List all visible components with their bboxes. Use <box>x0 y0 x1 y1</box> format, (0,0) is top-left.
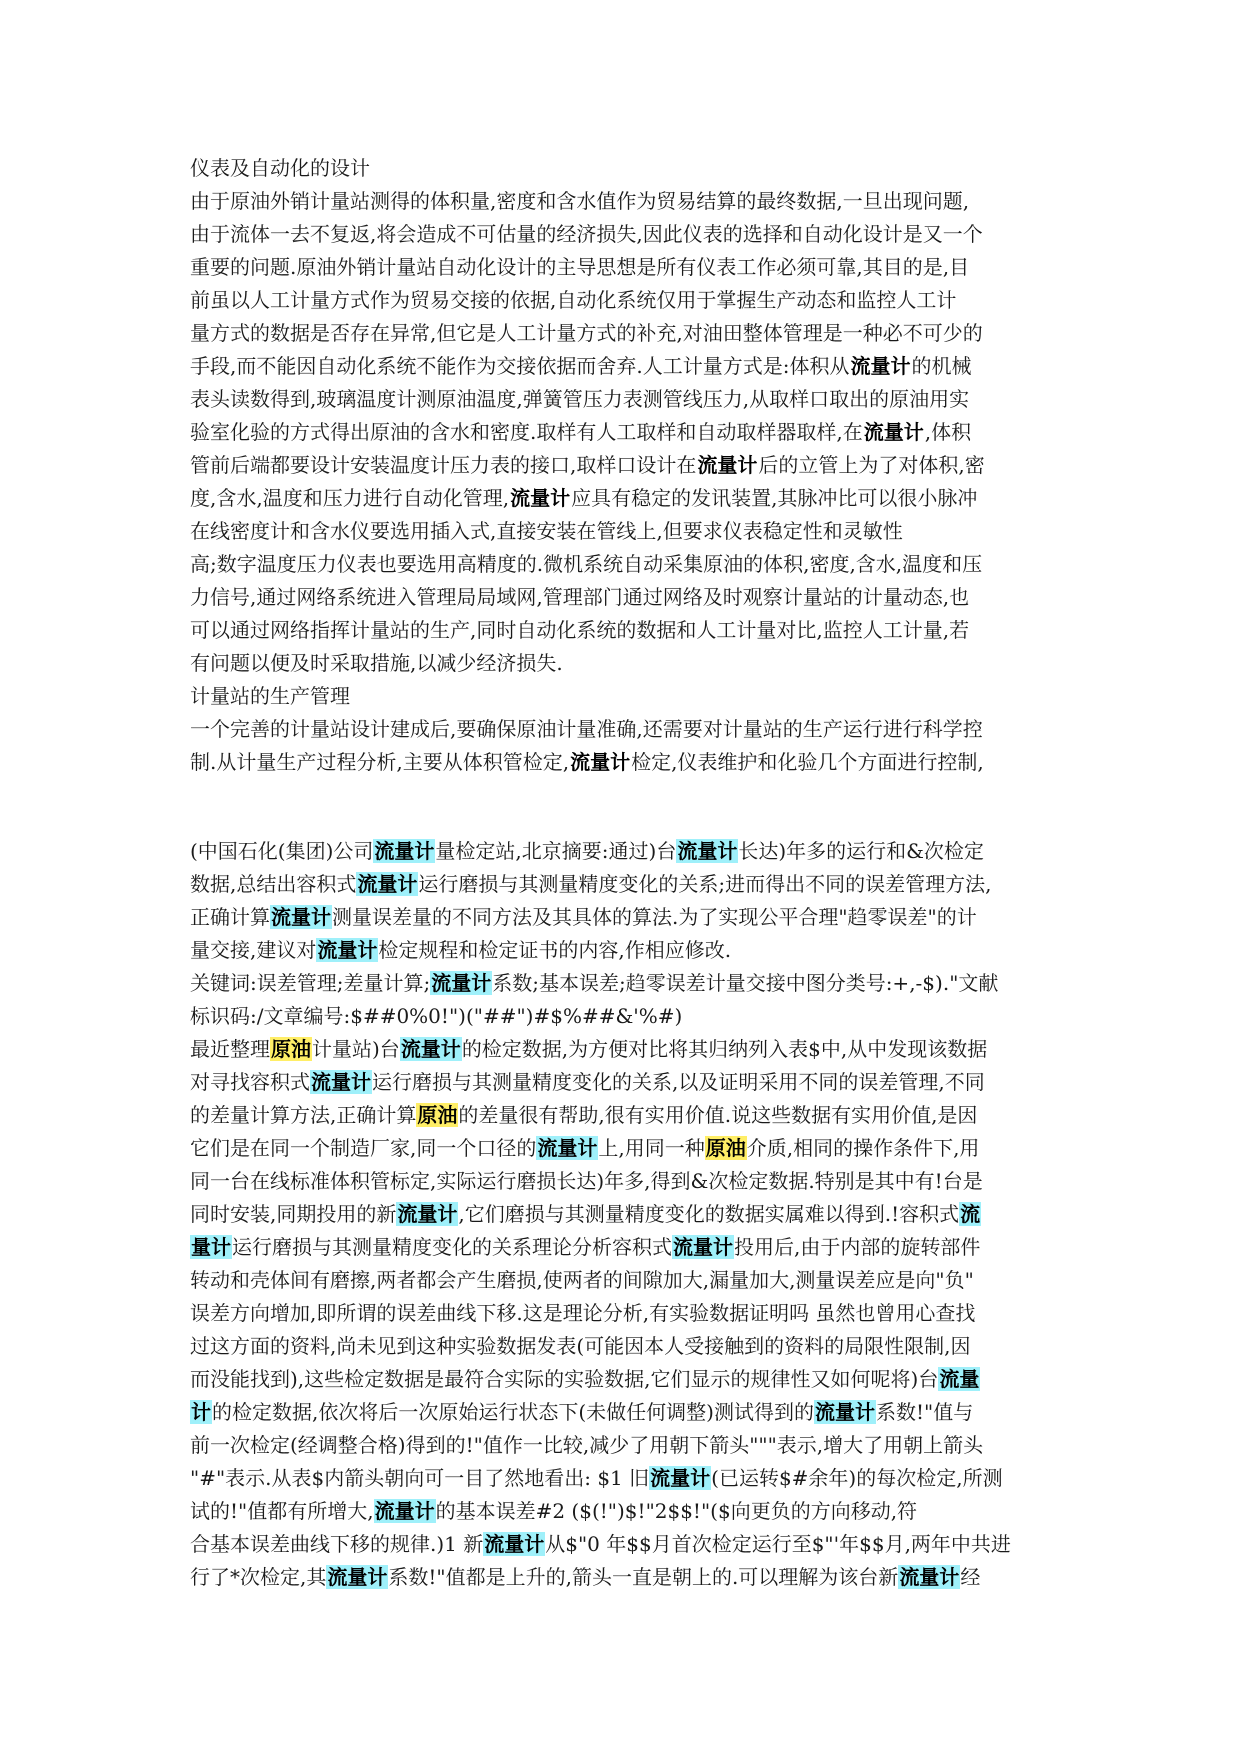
text-line <box>190 581 1060 614</box>
text-run: ,体积 <box>924 420 972 444</box>
bold-keyword: 流量计 <box>863 420 924 444</box>
text-line <box>190 152 1060 185</box>
text-run: 关键词:误差管理;差量计算; <box>190 971 431 995</box>
highlighted-keyword: 原油 <box>271 1037 311 1061</box>
text-line <box>190 1561 1060 1594</box>
text-line <box>190 482 1060 515</box>
text-line <box>190 1099 1060 1132</box>
highlighted-keyword: 原油 <box>417 1103 458 1127</box>
highlighted-keyword: 流量计 <box>374 1499 435 1523</box>
highlighted-keyword: 流量计 <box>327 1565 388 1589</box>
text-run: 计量站)台 <box>312 1037 400 1061</box>
text-line <box>190 1462 1060 1495</box>
text-line <box>190 251 1060 284</box>
highlighted-keyword: 流量计 <box>537 1136 598 1160</box>
text-line <box>190 218 1060 251</box>
text-run: 系数!"值与 <box>875 1400 974 1424</box>
text-run: 高;数字温度压力仪表也要选用高精度的.微机系统自动采集原油的体积,密度,含水,温度和压 <box>190 552 983 576</box>
text-run: 合基本误差曲线下移的规律.)1 新 <box>190 1532 484 1556</box>
text-run: 行了*次检定,其 <box>190 1565 327 1589</box>
text-line <box>190 1495 1060 1528</box>
text-line <box>190 1330 1060 1363</box>
text-run: (中国石化(集团)公司 <box>190 839 374 863</box>
text-run: 介质,相同的操作条件下,用 <box>746 1136 980 1160</box>
text-line <box>190 548 1060 581</box>
text-run: 运行磨损与其测量精度变化的关系,以及证明采用不同的误差管理,不同 <box>372 1070 985 1094</box>
text-run: 的机械 <box>911 354 972 378</box>
highlighted-keyword: 流量计 <box>484 1532 545 1556</box>
text-run: 测量误差量的不同方法及其具体的算法.为了实现公平合理"趋零误差"的计 <box>332 905 977 929</box>
text-run: 过这方面的资料,尚未见到这种实验数据发表(可能因本人受接触到的资料的局限性限制,因 <box>190 1334 971 1358</box>
text-run: 正确计算 <box>190 905 270 929</box>
text-line <box>190 515 1060 548</box>
text-run: 有问题以便及时采取措施,以减少经济损失. <box>190 651 563 675</box>
text-line <box>190 1132 1060 1165</box>
bold-keyword: 流量计 <box>510 486 571 510</box>
text-run: 误差方向增加,即所谓的误差曲线下移.这是理论分析,有实验数据证明吗 虽然也曾用心查找 <box>190 1301 976 1325</box>
text-run: 对寻找容积式 <box>190 1070 310 1094</box>
text-run: 前一次检定(经调整合格)得到的!"值作一比较,减少了用朝下箭头"""表示,增大了用朝上箭头 <box>190 1433 984 1457</box>
text-run: 检定,仪表维护和化验几个方面进行控制, <box>631 750 984 774</box>
text-run: 的差量计算方法,正确计算 <box>190 1103 417 1127</box>
text-line <box>190 835 1060 868</box>
text-run: 同时安装,同期投用的新 <box>190 1202 397 1226</box>
text-line <box>190 1297 1060 1330</box>
text-line <box>190 1429 1060 1462</box>
text-run: 计量站的生产管理 <box>190 684 350 708</box>
text-line <box>190 1033 1060 1066</box>
text-run: 量检定站,北京摘要:通过)台 <box>435 839 677 863</box>
text-run: 数据,总结出容积式 <box>190 872 357 896</box>
text-line <box>190 449 1060 482</box>
text-run: 量方式的数据是否存在异常,但它是人工计量方式的补充,对油田整体管理是一种必不可少的 <box>190 321 983 345</box>
highlighted-keyword: 流量计 <box>397 1202 458 1226</box>
text-run: 可以通过网络指挥计量站的生产,同时自动化系统的数据和人工计量对比,监控人工计量,若 <box>190 618 970 642</box>
text-run: 力信号,通过网络系统进入管理局局域网,管理部门通过网络及时观察计量站的计量动态,也 <box>190 585 970 609</box>
highlighted-keyword: 流量计 <box>677 839 738 863</box>
text-run: 量交接,建议对 <box>190 938 317 962</box>
text-line <box>190 1231 1060 1264</box>
text-run: 上,用同一种 <box>598 1136 705 1160</box>
bold-keyword: 流量计 <box>697 453 758 477</box>
text-line <box>190 1396 1060 1429</box>
text-run: 的检定数据,为方便对比将其归纳列入表$中,从中发现该数据 <box>461 1037 988 1061</box>
text-run: 的检定数据,依次将后一次原始运行状态下(未做任何调整)测试得到的 <box>212 1400 814 1424</box>
text-line <box>190 647 1060 680</box>
text-run: 一个完善的计量站设计建成后,要确保原油计量准确,还需要对计量站的生产运行进行科学控 <box>190 717 983 741</box>
text-run: 经 <box>960 1565 981 1589</box>
highlighted-keyword: 流量计 <box>400 1037 461 1061</box>
highlighted-keyword: 计 <box>191 1400 211 1424</box>
highlighted-keyword: 流量计 <box>317 938 378 962</box>
text-line <box>190 1264 1060 1297</box>
text-run: ,它们磨损与其测量精度变化的数据实属难以得到.!容积式 <box>458 1202 960 1226</box>
text-line <box>190 967 1060 1000</box>
text-line <box>190 934 1060 967</box>
text-run: 制.从计量生产过程分析,主要从体积管检定, <box>190 750 570 774</box>
text-run: 仪表及自动化的设计 <box>190 156 370 180</box>
text-run: 标识码:/文章编号:$##0%0!")("##")#$%##&'%#) <box>190 1004 683 1028</box>
text-run: 从$"0 年$$月首次检定运行至$"'年$$月,两年中共进 <box>545 1532 1011 1556</box>
text-run: 重要的问题.原油外销计量站自动化设计的主导思想是所有仪表工作必须可靠,其目的是,目 <box>190 255 970 279</box>
text-run: 试的!"值都有所增大, <box>190 1499 374 1523</box>
text-line <box>190 1528 1060 1561</box>
text-run: 转动和壳体间有磨擦,两者都会产生磨损,使两者的间隙加大,漏量加大,测量误差应是向"负" <box>190 1268 974 1292</box>
text-run: 应具有稳定的发讯装置,其脉冲比可以很小脉冲 <box>571 486 978 510</box>
highlighted-keyword: 流量计 <box>357 872 418 896</box>
text-run: 运行磨损与其测量精度变化的关系理论分析容积式 <box>232 1235 672 1259</box>
text-run: 的基本误差#2 ($(!")$!"2$$!"($向更负的方向移动,符 <box>435 1499 918 1523</box>
text-line <box>190 1165 1060 1198</box>
text-line <box>190 1363 1060 1396</box>
text-line <box>190 901 1060 934</box>
text-line <box>190 185 1060 218</box>
text-run: 最近整理 <box>190 1037 270 1061</box>
text-run: 前虽以人工计量方式作为贸易交接的依据,自动化系统仅用于掌握生产动态和监控人工计 <box>190 288 957 312</box>
highlighted-keyword: 流量计 <box>899 1565 960 1589</box>
highlighted-keyword: 流量计 <box>374 839 435 863</box>
text-line <box>190 746 1060 779</box>
text-run: 管前后端都要设计安装温度计压力表的接口,取样口设计在 <box>190 453 697 477</box>
text-run: 由于原油外销计量站测得的体积量,密度和含水值作为贸易结算的最终数据,一旦出现问题, <box>190 189 970 213</box>
text-run: 由于流体一去不复返,将会造成不可估量的经济损失,因此仪表的选择和自动化设计是又一个 <box>190 222 983 246</box>
text-run: 表头读数得到,玻璃温度计测原油温度,弹簧管压力表测管线压力,从取样口取出的原油用实 <box>190 387 970 411</box>
text-line <box>190 416 1060 449</box>
text-run: 系数!"值都是上升的,箭头一直是朝上的.可以理解为该台新 <box>388 1565 899 1589</box>
text-run: 度,含水,温度和压力进行自动化管理, <box>190 486 510 510</box>
section-instrumentation-text <box>190 152 1060 779</box>
highlighted-keyword: 原油 <box>705 1136 746 1160</box>
text-run: 检定规程和检定证书的内容,作相应修改. <box>378 938 732 962</box>
text-line <box>190 713 1060 746</box>
text-run: 后的立管上为了对体积,密 <box>758 453 985 477</box>
text-run: 而没能找到),这些检定数据是最符合实际的实验数据,它们显示的规律性又如何呢将)台 <box>190 1367 939 1391</box>
text-line <box>190 680 1060 713</box>
highlighted-keyword: 流量计 <box>311 1070 371 1094</box>
text-line <box>190 1000 1060 1033</box>
text-run: 运行磨损与其测量精度变化的关系;进而得出不同的误差管理方法, <box>418 872 992 896</box>
text-line <box>190 284 1060 317</box>
highlighted-keyword: 流量计 <box>673 1235 733 1259</box>
highlighted-keyword: 流量计 <box>650 1466 711 1490</box>
text-run: 系数;基本误差;趋零误差计量交接中图分类号:+,-$)."文献 <box>492 971 999 995</box>
section-flowmeter-article-text <box>190 835 1060 1594</box>
text-run: 验室化验的方式得出原油的含水和密度.取样有人工取样和自动取样器取样,在 <box>190 420 863 444</box>
text-line <box>190 868 1060 901</box>
highlighted-keyword: 流 <box>960 1202 981 1226</box>
text-run: (已运转$#余年)的每次检定,所测 <box>711 1466 1003 1490</box>
text-line <box>190 1198 1060 1231</box>
text-run: 的差量很有帮助,很有实用价值.说这些数据有实用价值,是因 <box>458 1103 978 1127</box>
text-run: 投用后,由于内部的旋转部件 <box>734 1235 981 1259</box>
text-line <box>190 383 1060 416</box>
text-line <box>190 317 1060 350</box>
text-run: 在线密度计和含水仪要选用插入式,直接安装在管线上,但要求仪表稳定性和灵敏性 <box>190 519 903 543</box>
highlighted-keyword: 流量 <box>939 1367 980 1391</box>
highlighted-keyword: 量计 <box>191 1235 231 1259</box>
text-run: 它们是在同一个制造厂家,同一个口径的 <box>190 1136 537 1160</box>
bold-keyword: 流量计 <box>850 354 911 378</box>
text-run: 手段,而不能因自动化系统不能作为交接依据而舍弃.人工计量方式是:体积从 <box>190 354 850 378</box>
text-run: 长达)年多的运行和&次检定 <box>738 839 984 863</box>
text-line <box>190 350 1060 383</box>
bold-keyword: 流量计 <box>570 750 631 774</box>
text-line <box>190 1066 1060 1099</box>
text-run: "#"表示.从表$内箭头朝向可一目了然地看出: $1 旧 <box>190 1466 650 1490</box>
highlighted-keyword: 流量计 <box>271 905 331 929</box>
highlighted-keyword: 流量计 <box>814 1400 875 1424</box>
text-run: 同一台在线标准体积管标定,实际运行磨损长达)年多,得到&次检定数据.特别是其中有!台是 <box>190 1169 983 1193</box>
text-line <box>190 614 1060 647</box>
highlighted-keyword: 流量计 <box>431 971 492 995</box>
